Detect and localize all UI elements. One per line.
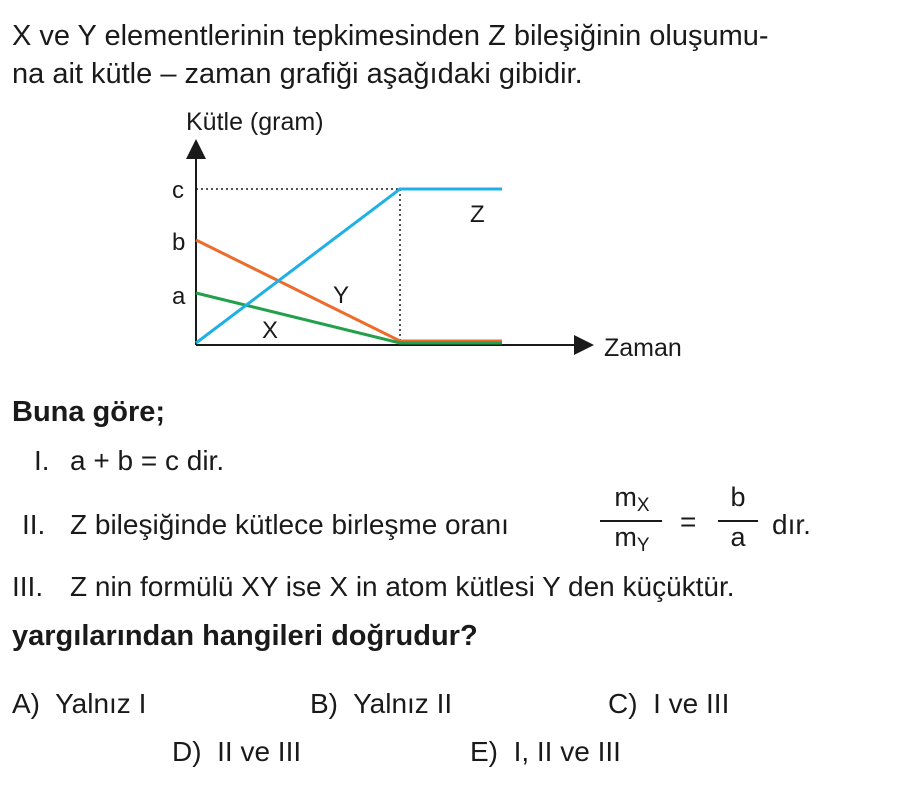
question-line-2: na ait kütle – zaman grafiği aşağıdaki gibidir. [12,58,583,90]
option-c-text: I ve III [653,688,730,719]
option-a[interactable] [12,688,146,720]
option-c-key: C) [608,688,638,719]
y-axis-label: Kütle (gram) [186,108,324,136]
prompt-heading: Buna göre; [12,396,166,428]
fraction-mx-numerator: $m_X$ [614,482,650,516]
statement-1-text: a + b = c dir. [70,445,225,476]
option-d-key: D) [172,736,202,767]
option-e[interactable] [470,736,621,768]
series-label-z: Z [470,201,485,228]
statement-3-text: Z nin formülü XY ise X in atom kütlesi Y den küçüktür. [70,571,735,602]
option-a-text: Yalnız I [55,688,147,719]
statement-2-text: Z bileşiğinde kütlece birleşme oranı [70,509,509,540]
series-line-z [196,189,502,343]
option-c[interactable] [608,688,729,720]
statement-2-suffix: dır. [772,509,811,540]
series-label-y: Y [333,282,350,309]
question-line-1: X ve Y elementlerinin tepkimesinden Z bileşiğinin oluşumu- [12,20,769,52]
series-label-x: X [262,317,279,344]
option-e-text: I, II ve III [513,736,621,767]
option-a-key: A) [12,688,40,719]
option-b[interactable] [310,688,452,720]
y-tick-b: b [172,229,186,256]
statement-3-number: III. [12,571,44,602]
fraction-my-denominator: $m_Y$ [614,522,650,556]
statement-1-number: I. [34,445,50,476]
equals-sign: = [680,506,697,537]
question-ask: yargılarından hangileri doğrudur? [12,620,478,652]
option-e-key: E) [470,736,498,767]
x-axis-label: Zaman [604,334,682,362]
option-d-text: II ve III [217,736,302,767]
fraction-a-denominator: a [730,522,746,552]
y-tick-a: a [172,283,186,310]
option-b-text: Yalnız II [353,688,453,719]
statement-2-number: II. [22,509,46,540]
fraction-b-numerator: b [730,482,746,512]
option-b-key: B) [310,688,338,719]
y-tick-c: c [172,177,184,204]
option-d[interactable] [172,736,301,768]
